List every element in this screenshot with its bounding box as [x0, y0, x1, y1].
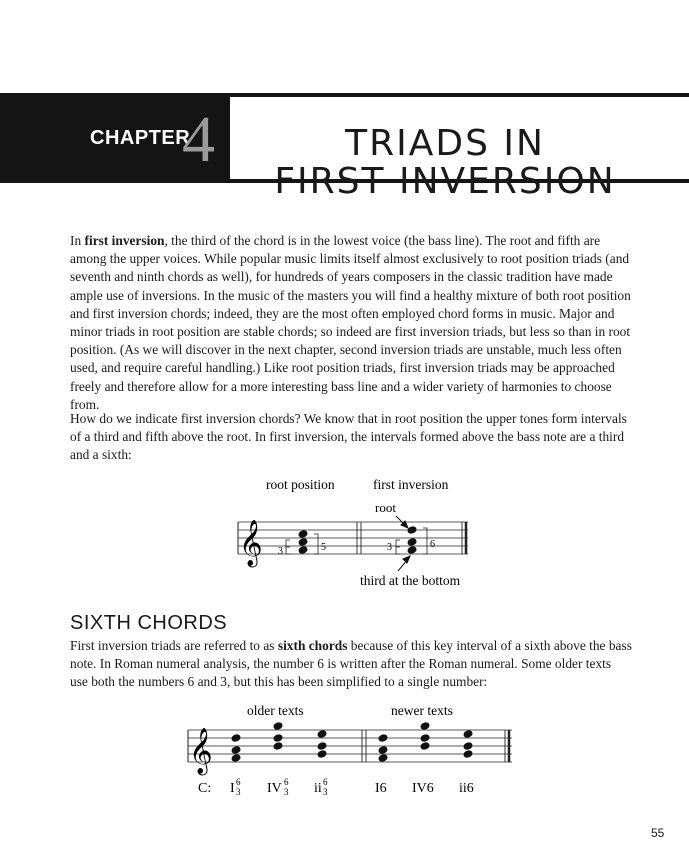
older-fig-bottom-1: 3 [236, 787, 241, 797]
section-text-rest: because of this key interval of a sixth above the bass note. In Roman numeral analysis, the number 6 is written after the Roman numeral. Some older texts use both the numbers 6 and 3, but this has been simplified to a single number: [70, 638, 632, 690]
intro-paragraph [70, 232, 632, 414]
newer-symbol-1: I6 [375, 781, 387, 796]
interval-3-left: 3 [278, 546, 283, 557]
label-first-inversion: first inversion [373, 477, 449, 492]
interval-5-left: 5 [321, 542, 326, 553]
chapter-title-line1: TRIADS IN [345, 123, 545, 165]
chord-root-position [297, 529, 308, 555]
chords-older [230, 721, 327, 763]
inversion-figure [228, 470, 478, 595]
bracket-6-right [423, 528, 427, 554]
older-symbol-3 [314, 777, 328, 797]
label-root-position: root position [266, 477, 335, 492]
label-newer-texts: newer texts [391, 703, 453, 718]
section-term: sixth chords [277, 638, 348, 653]
arrow-to-bass [398, 556, 410, 571]
newer-symbol-2: IV6 [412, 781, 434, 796]
older-numeral-1: I [230, 781, 235, 796]
chords-newer [377, 721, 473, 763]
chapter-number: 4 [182, 103, 215, 176]
label-older-texts: older texts [247, 703, 304, 718]
newer-symbol-3: ii6 [459, 781, 474, 796]
chapter-banner [0, 93, 689, 203]
older-fig-top-3: 6 [323, 777, 328, 787]
intro-text-start: In [70, 233, 85, 248]
older-fig-top-2: 6 [284, 777, 289, 787]
treble-clef-icon: 𝄞 [239, 520, 263, 566]
label-third-at-bottom: third at the bottom [360, 573, 461, 588]
interval-6-right: 6 [430, 539, 435, 550]
chapter-label: CHAPTER [90, 127, 191, 149]
banner-top-rule [230, 93, 689, 97]
question-paragraph: How do we indicate first inversion chords? We know that in root position the upper tones form intervals of a third and fifth above the root. In first inversion, the intervals formed above the bass note are a third and a sixth: [70, 411, 627, 463]
bracket-3-left [286, 540, 290, 554]
figured-bass-figure [180, 700, 520, 800]
bracket-5-left [314, 534, 318, 554]
intro-text-rest: , the third of the chord is in the lowest voice (the bass line). The root and fifth are among the upper voices. While popular music limits itself almost exclusively to root position triads (and seventh and ninth chords as well), for hundreds of years composers in the classic tradition have made ample use of inversions. In the music of the masters you will find a healthy mixture of both root position and first inversion chords; indeed, they are the most often employed chord forms in music. Major and minor triads in root position are stable chords; so indeed are first inversion triads, but less so than in root position. (As we will discover in the next chapter, second inversion triads are unstable, much less often used, and require careful handling.) Like root position triads, first inversion triads may be approached freely and therefore allow for a more interesting bass line and a wider variety of harmonies to choose from. [70, 233, 631, 412]
interval-3-right: 3 [387, 542, 392, 553]
older-fig-bottom-2: 3 [284, 787, 289, 797]
older-symbol-2 [267, 777, 289, 797]
page-number: 55 [651, 826, 665, 840]
label-root: root [375, 500, 396, 515]
older-fig-top-1: 6 [236, 777, 241, 787]
chapter-title-line2: FIRST INVERSION [274, 161, 616, 203]
older-numeral-2: IV [267, 781, 282, 796]
chapter-title [230, 125, 660, 201]
older-numeral-3: ii [314, 781, 322, 796]
section-heading: SIXTH CHORDS [70, 612, 228, 634]
key-label: C: [198, 781, 212, 796]
older-symbol-1 [230, 777, 241, 797]
treble-clef-icon-2: 𝄞 [189, 728, 213, 774]
older-fig-bottom-3: 3 [323, 787, 328, 797]
sixth-chords-paragraph [70, 637, 632, 692]
bracket-3-right [396, 540, 400, 554]
section-text-start: First inversion triads are referred to as [70, 638, 278, 653]
chord-first-inversion [406, 525, 417, 555]
intro-term: first inversion [84, 233, 165, 248]
chapter-block [0, 93, 230, 183]
